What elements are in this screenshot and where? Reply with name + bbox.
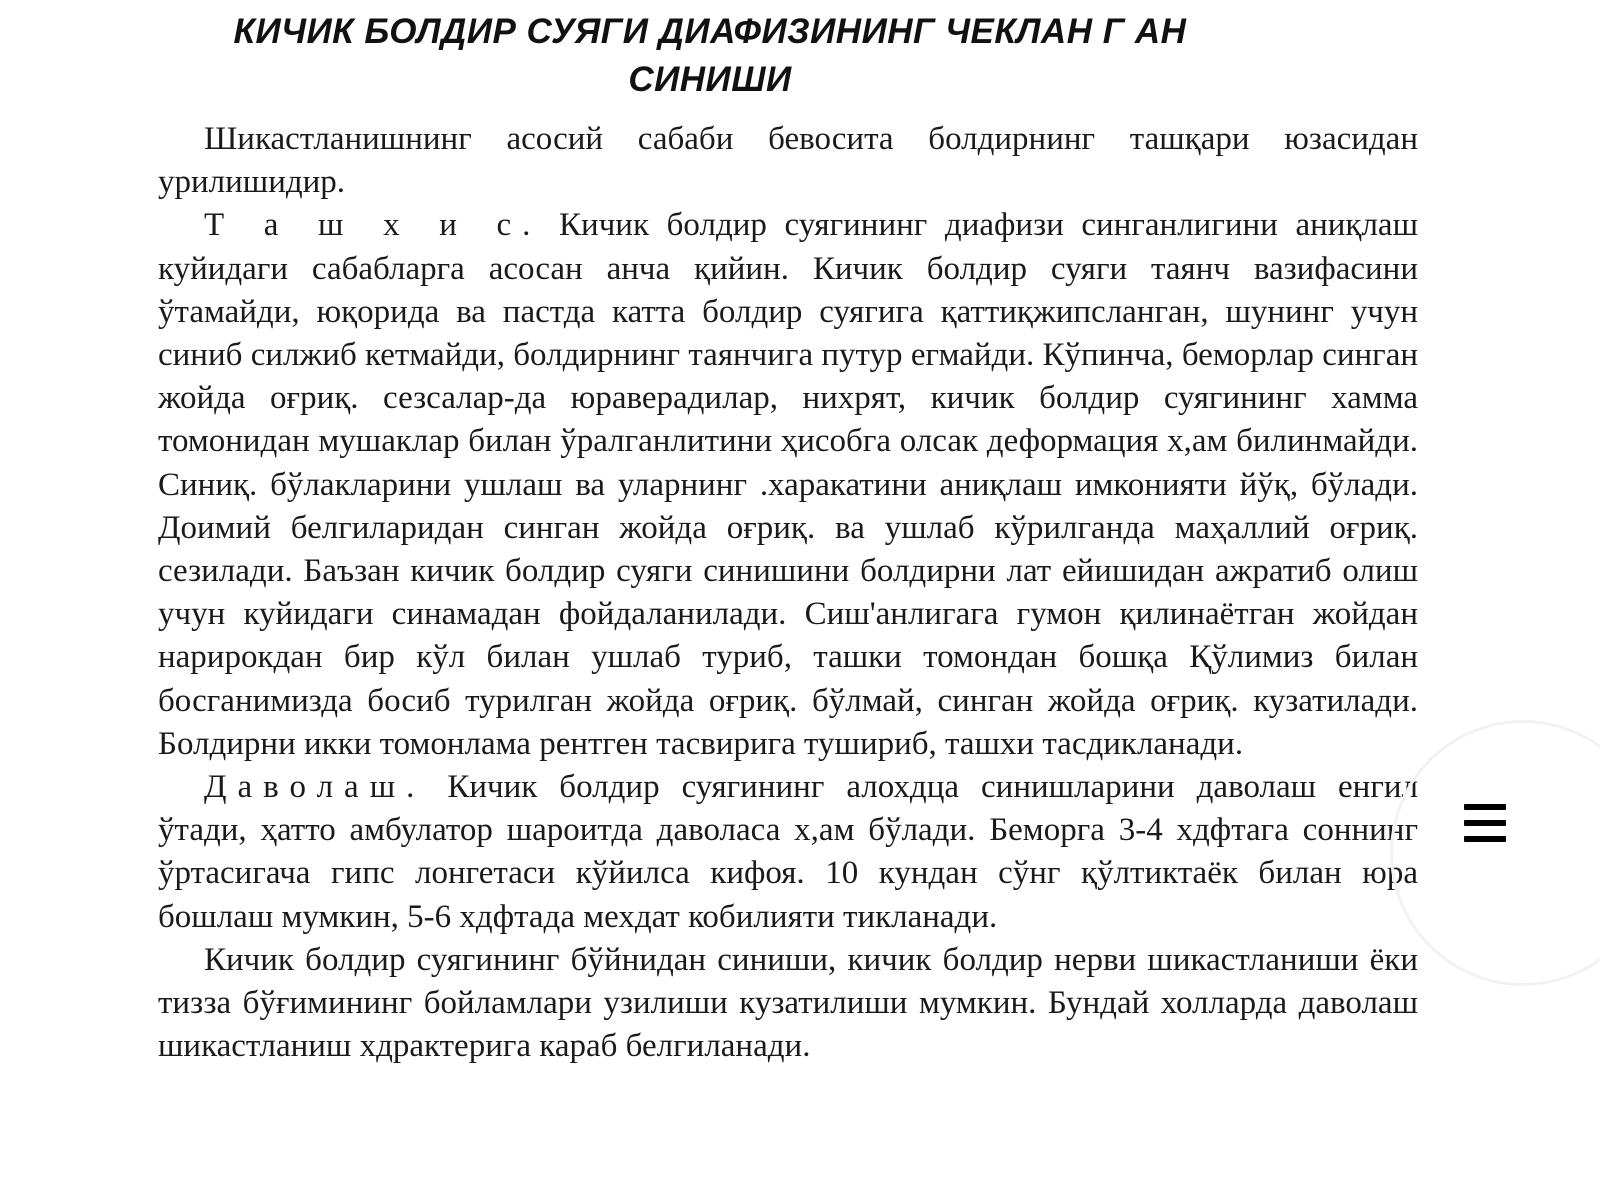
menu-bar-bottom [1464,836,1506,842]
diagnosis-text: Кичик болдир суягининг диафизи синганлигини аниқлаш куйидаги сабабларга асосан анча қийин. Кичик болдир суяги таянч вазифасини ўтамайди, юқорида ва пастда катта болдир суягига қаттиқжипсланган, шунинг учун синиб силжиб кетмайди, болдирнинг таянчига путур егмайди. Кўпинча, беморлар синган жойда оғриқ. сезсалар-да юраверадилар, нихрят, кичик болдир суягининг хамма томонидан мушаклар билан ўралганлитини ҳисобга олсак деформация х,ам билинмайди. Синиқ. бўлакларини ушлаш ва уларнинг .харакатини аниқлаш имконияти йўқ, бўлади. Доимий белгиларидан синган жойда оғриқ. ва ушлаб кўрилганда маҳаллий оғриқ. сезилади. Баъзан кичик болдир суяги синишини болдирни лат ейишидан ажратиб олиш учун куйидаги синамадан фойдаланилади. Сиш'анлигага гумон қилинаётган жойдан нарирокдан бир кўл билан ушлаб туриб, ташки томондан бошқа Қўлимиз билан босганимизда босиб турилган жойда оғриқ. бўлмай, синган жойда оғриқ. кузатилади. Болдирни икки томонлама рентген тасвирига тушириб, ташхи тасдикланади. [158,207,1418,762]
hamburger-menu-icon[interactable] [1462,800,1508,846]
document-body [158,118,1418,1068]
treatment-heading: Даволаш. [204,769,426,806]
title-line-2: СИНИШИ [628,60,792,99]
menu-bar-top [1464,804,1506,810]
title-line-1: КИЧИК БОЛДИР СУЯГИ ДИАФИЗИНИНГ ЧЕКЛАН Г АН [233,12,1187,51]
paragraph-complications: Кичик болдир суягининг бўйнидан синиши, кичик болдир нерви шикастланиши ёки тизза бўғимининг бойламлари узилиши кузатилиши мумкин. Бундай холларда даволаш шикастланиш хдрактерига караб белгиланади. [158,941,1418,1065]
paragraph-treatment [158,766,1418,939]
scroll-indicator-shadow [1390,720,1600,986]
paragraph-cause: Шикастланишнинг асосий сабаби бевосита болдирнинг ташқари юзасидан урилишидир. [158,121,1418,201]
treatment-text: Кичик болдир суягининг алохдца синишларини даволаш енгил ўтади, ҳатто амбулатор шароитда даволаса х,ам бўлади. Беморга 3-4 хдфтага соннинг ўртасигача гипс лонгетаси кўйилса кифоя. 10 кундан сўнг қўлтиктаёк билан юра бошлаш мумкин, 5-6 хдфтада мехдат кобилияти тикланади. [158,769,1418,935]
paragraph-diagnosis [158,204,1418,766]
document-title [150,8,1270,104]
menu-bar-middle [1464,820,1506,826]
diagnosis-heading: Т а ш х и с. [204,207,542,244]
